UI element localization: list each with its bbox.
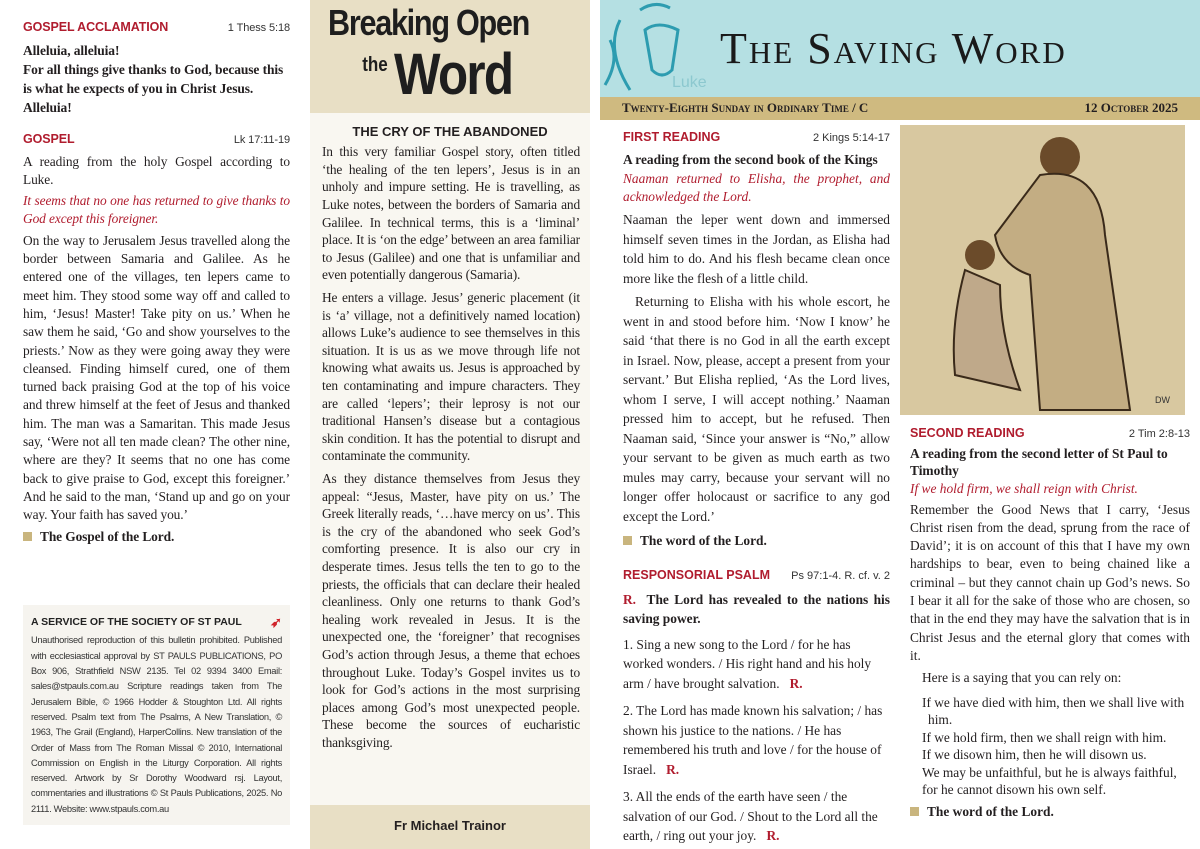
gospel-subtitle: It seems that no one has returned to give thanks to God except this foreigner. [23, 193, 290, 227]
heading: A SERVICE OF THE SOCIETY OF ST PAUL [31, 616, 242, 629]
acclamation-text [23, 41, 290, 117]
closing-text: The word of the Lord. [640, 533, 767, 549]
masthead-title: The Saving Word [720, 24, 1067, 73]
commentary-title: THE CRY OF THE ABANDONED [352, 124, 548, 139]
date: 12 October 2025 [1084, 100, 1178, 116]
acclamation-heading [23, 18, 290, 37]
luke-watermark: Luke [672, 74, 707, 91]
r-marker: R. [666, 761, 680, 777]
psalm-verse [623, 701, 890, 779]
hymn-line: If we hold firm, then we shall reign with him. [922, 729, 1167, 745]
commentary-body [310, 141, 590, 805]
heading: FIRST READING [623, 130, 721, 144]
hymn-line: If we have died with him, then we shall live with him. [922, 694, 1185, 728]
hymn-line: We may be unfaithful, but he is always faithful, [922, 764, 1177, 780]
reference: 2 Tim 2:8-13 [1128, 428, 1190, 440]
square-bullet-icon [23, 532, 32, 541]
verse-text: 2. The Lord has made known his salvation; / has shown his justice to the nations. / He has remembered his truth and love / for the house of Israel. [623, 703, 883, 777]
author: Fr Michael Trainor [310, 805, 590, 849]
reference: 2 Kings 5:14-17 [812, 132, 890, 144]
r-marker: R. [623, 591, 637, 607]
first-reading-heading [623, 128, 890, 147]
closing-text: The Gospel of the Lord. [40, 528, 175, 544]
verse-text: 3. All the ends of the earth have seen / the salvation of our God. / Shout to the Lord all the earth, / ring out your joy. [623, 789, 878, 844]
paragraph: He enters a village. Jesus’ generic placement (it is ‘a’ village, not a definitively named location) allows Luke’s audience to see themselves in this situation. It is us as we move through life not knowing what awaits us. Jesus is approached by ten contaminating and impure characters. They are called ‘lepers’; their leprosy is not our traditional Hansen’s disease but a contagious skin condition. It has the potential to disrupt and contaminate the community. [322, 290, 580, 464]
line: For all things give thanks to God, because this is what he expects of you in Christ Jesus. [23, 62, 284, 97]
heading: GOSPEL [23, 132, 75, 147]
square-bullet-icon [910, 807, 919, 816]
second-body: Remember the Good News that I carry, ‘Jesus Christ risen from the dead, sprung from the race of David’; it is on account of this that I have my own hardships to bear, even to being chained like a criminal – but they cannot chain up God’s news. So I bear it all for the sake of those who are chosen, so that in the end they may have the salvation that is in Christ Jesus and the eternal glory that comes with it. [910, 501, 1190, 663]
illustration-icon [900, 125, 1185, 415]
logo-the: the [362, 54, 388, 76]
second-reading [910, 424, 1190, 821]
line: Alleluia! [23, 100, 72, 116]
psalm-heading [623, 566, 890, 585]
second-intro: A reading from the second letter of St Paul to Timothy [910, 446, 1168, 479]
square-bullet-icon [623, 536, 632, 545]
psalm-verse [623, 787, 890, 846]
paragraph: Naaman the leper went down and immersed himself seven times in the Jordan, as Elisha had told him to do. And his flesh became clean once more like the flesh of a little child. [623, 212, 890, 286]
second-reading-heading [910, 424, 1190, 443]
paragraph: As they distance themselves from Jesus they appeal: “Jesus, Master, have pity on us.’ The Greek literally reads, ‘…have mercy on us’. This is the cry of the abandoned who seek God’s comforting presence. It is also our cry in desperate times. Jesus tells the ten to go to the priests, the officials that can declare their healed cleanliness. Only one returns to thank God’s healing work revealed in Jesus. It is the unexpected one, the ‘foreigner’ that recognises God’s action through Jesus, a theme that echoes throughout Luke. Today’s Gospel invites us to look for God’s actions in the most surprising places among God’s most unexpected people. These become the sources of eucharistic thanksgiving. [322, 470, 580, 750]
first-subtitle: Naaman returned to Elisha, the prophet, and acknowledged the Lord. [623, 170, 890, 204]
r-marker: R. [789, 675, 803, 691]
psalm-verse [623, 635, 890, 694]
first-closing [623, 532, 890, 550]
occasion: Twenty-Eighth Sunday in Ordinary Time / C [622, 100, 869, 116]
paragraph: In this very familiar Gospel story, often titled ‘the healing of the ten lepers’, Jesus is in an unholy and impure setting. He is travelling, as Luke notes, between the borders of Samaria and Galilee. In technical terms, this is a ‘liminal’ place. It is ‘on the edge’ between an area familiar to Jesus (Galilee) and one that is unfamiliar and even potentially dangerous (Samaria). [322, 144, 580, 283]
commentary-column [310, 0, 590, 849]
hymn [910, 694, 1190, 799]
reference: Ps 97:1-4. R. cf. v. 2 [791, 570, 890, 583]
verse-text: 1. Sing a new song to the Lord / for he has worked wonders. / His right hand and his holy arm / have brought salvation. [623, 636, 872, 691]
gospel-body: On the way to Jerusalem Jesus travelled along the border between Samaria and Galilee. As he entered one of the villages, ten lepers came to meet him. They stood some way off and called to him, ‘Jesus! Master! Take pity on us.’ When he saw them he said, ‘Go and show yourselves to the priests.’ Now as they were going away they were cleansed. Finding himself cured, one of them turned back praising God at the top of his voice and threw himself at the feet of Jesus and thanked him. The man was a Samaritan. This made Jesus say, ‘Were not all ten made clean? The other nine, where are they? It seems that no one has come back to give praise to God, except this foreigner.’ And he said to the man, ‘Stand up and go on your way. Your faith has saved you.’ [23, 232, 290, 523]
closing-text: The word of the Lord. [927, 803, 1054, 819]
st-pauls-logo-icon: ➶ [270, 614, 282, 631]
service-heading [31, 615, 282, 630]
second-subtitle: If we hold firm, we shall reign with Christ. [910, 481, 1138, 497]
heading: GOSPEL ACCLAMATION [23, 20, 169, 34]
psalm-response [623, 590, 890, 629]
hymn-line: for he cannot disown his own self. [922, 782, 1107, 798]
reference: Lk 17:11-19 [233, 134, 290, 147]
readings-column [600, 128, 900, 849]
response: The Lord has revealed to the nations his saving power. [623, 591, 890, 627]
breaking-open-logo [310, 0, 590, 113]
jesus-healing-illustration [900, 125, 1185, 415]
logo-line1: Breaking Open [328, 2, 530, 43]
saying-intro: Here is a saying that you can rely on: [922, 670, 1122, 686]
gospel-intro: A reading from the holy Gospel according to Luke. [23, 153, 290, 187]
logo-word: Word [394, 42, 513, 107]
gospel-closing [23, 528, 290, 546]
artist-signature: DW [1155, 395, 1170, 405]
publisher-box [23, 605, 290, 825]
second-reading-column [900, 0, 1200, 849]
service-text: Unauthorised reproduction of this bulletin prohibited. Published with ecclesiastical approval by ST PAULS PUBLICATIONS, PO Box 906, Strathfield NSW 2135. Tel 02 9394 3400 Email: sales@stpauls.com.au Scripture readings taken from The Jerusalem Bible, © 1966 Hodder & Stoughton Ltd. All rights reserved. Psalm text from The Psalms, A New Translation, © 1963, The Grail (England), HarperCollins. New translation of the Order of Mass from The Roman Missal © 2010, International Commission on English in the Liturgy Corporation. All rights reserved. Artwork by Sr Dorothy Woodward rsj. Layout, commentaries and illustrations © St Pauls Publications, 2025. No 2111. Website: www.stpauls.com.au [31, 635, 282, 814]
first-intro: A reading from the second book of the Kings [623, 152, 878, 168]
r-marker: R. [766, 828, 780, 844]
paragraph: Returning to Elisha with his whole escort, he went in and stood before him. ‘Now I know’ he said ‘that there is no God in all the earth except in Israel. Now, please, accept a present from your servant.’ But Elisha replied, ‘As the Lord lives, whom I serve, I will accept nothing.’ Naaman pressed him to accept, but he refused. Then Naaman said, ‘Since your answer is “No,” allow your servant to be given as much earth as two mules may carry, because your servant will no longer offer holocaust or sacrifice to any god except the Lord.’ [623, 294, 890, 524]
heading: SECOND READING [910, 426, 1025, 440]
heading: RESPONSORIAL PSALM [623, 568, 771, 583]
gospel-heading [23, 130, 290, 149]
line: Alleluia, alleluia! [23, 43, 120, 59]
hymn-line: If we disown him, then he will disown us. [922, 747, 1147, 763]
second-closing [910, 803, 1190, 821]
reference: 1 Thess 5:18 [227, 22, 290, 34]
